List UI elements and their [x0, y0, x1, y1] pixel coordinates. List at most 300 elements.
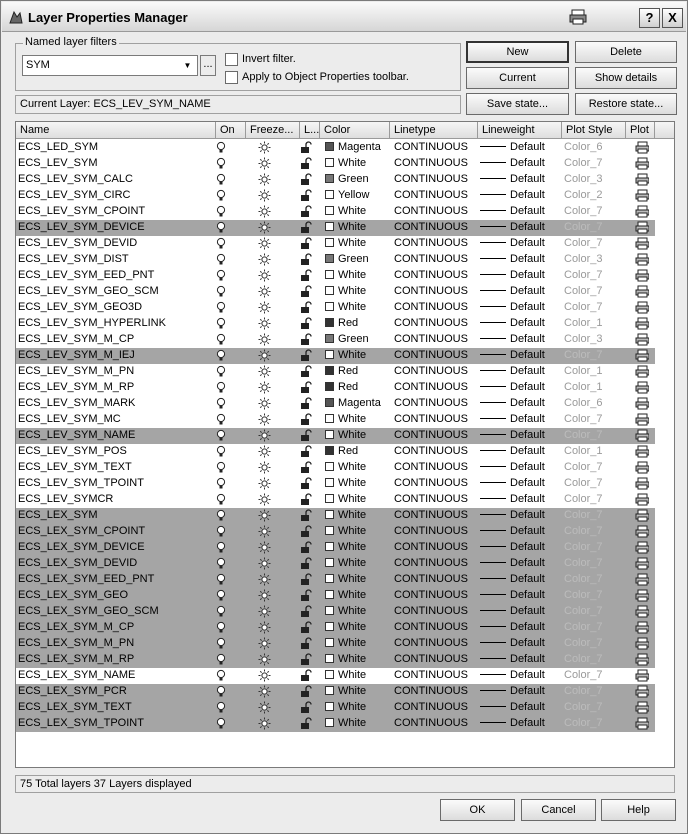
- printer-icon[interactable]: [633, 460, 649, 476]
- table-row[interactable]: [16, 300, 655, 316]
- layer-lineweight[interactable]: [478, 556, 568, 572]
- unlock-icon[interactable]: [298, 460, 314, 476]
- printer-icon[interactable]: [633, 428, 649, 444]
- lightbulb-icon[interactable]: [214, 460, 228, 476]
- lightbulb-icon[interactable]: [214, 684, 228, 700]
- sun-icon[interactable]: [256, 156, 272, 172]
- layer-color[interactable]: [323, 572, 393, 588]
- unlock-icon[interactable]: [298, 236, 314, 252]
- lightbulb-icon[interactable]: [214, 540, 228, 556]
- printer-icon[interactable]: [633, 172, 649, 188]
- sun-icon[interactable]: [256, 316, 272, 332]
- layer-color[interactable]: [323, 716, 393, 732]
- apply-toolbar-checkbox[interactable]: [225, 71, 238, 84]
- layer-lineweight[interactable]: [478, 364, 568, 380]
- lightbulb-icon[interactable]: [214, 396, 228, 412]
- invert-filter-checkbox[interactable]: [225, 53, 238, 66]
- printer-icon[interactable]: [633, 700, 649, 716]
- layer-lineweight[interactable]: [478, 188, 568, 204]
- table-row[interactable]: [16, 364, 655, 380]
- sun-icon[interactable]: [256, 716, 272, 732]
- lightbulb-icon[interactable]: [214, 700, 228, 716]
- layer-linetype[interactable]: CONTINUOUS: [394, 621, 468, 633]
- layer-lineweight[interactable]: [478, 668, 568, 684]
- lightbulb-icon[interactable]: [214, 220, 228, 236]
- layer-color[interactable]: [323, 204, 393, 220]
- printer-icon[interactable]: [633, 348, 649, 364]
- sun-icon[interactable]: [256, 380, 272, 396]
- layer-color[interactable]: [323, 156, 393, 172]
- table-row[interactable]: [16, 172, 655, 188]
- layer-linetype[interactable]: CONTINUOUS: [394, 477, 468, 489]
- layer-linetype[interactable]: CONTINUOUS: [394, 349, 468, 361]
- printer-icon[interactable]: [633, 236, 649, 252]
- layer-lineweight[interactable]: [478, 572, 568, 588]
- lightbulb-icon[interactable]: [214, 508, 228, 524]
- sun-icon[interactable]: [256, 412, 272, 428]
- printer-icon[interactable]: [633, 716, 649, 732]
- layer-linetype[interactable]: CONTINUOUS: [394, 237, 468, 249]
- column-header-plot-style[interactable]: Plot Style: [562, 122, 626, 139]
- layer-color[interactable]: [323, 460, 393, 476]
- lightbulb-icon[interactable]: [214, 300, 228, 316]
- layer-linetype[interactable]: CONTINUOUS: [394, 189, 468, 201]
- layer-linetype[interactable]: CONTINUOUS: [394, 541, 468, 553]
- layer-color[interactable]: [323, 588, 393, 604]
- layer-linetype[interactable]: CONTINUOUS: [394, 445, 468, 457]
- printer-icon[interactable]: [633, 332, 649, 348]
- layer-linetype[interactable]: CONTINUOUS: [394, 413, 468, 425]
- layer-lineweight[interactable]: [478, 636, 568, 652]
- printer-icon[interactable]: [633, 188, 649, 204]
- printer-icon[interactable]: [633, 508, 649, 524]
- unlock-icon[interactable]: [298, 556, 314, 572]
- lightbulb-icon[interactable]: [214, 412, 228, 428]
- layer-color[interactable]: [323, 364, 393, 380]
- layer-lineweight[interactable]: [478, 380, 568, 396]
- lightbulb-icon[interactable]: [214, 476, 228, 492]
- layer-color[interactable]: [323, 236, 393, 252]
- lightbulb-icon[interactable]: [214, 636, 228, 652]
- table-row[interactable]: [16, 492, 655, 508]
- layer-lineweight[interactable]: [478, 332, 568, 348]
- table-row[interactable]: [16, 636, 655, 652]
- unlock-icon[interactable]: [298, 140, 314, 156]
- layer-lineweight[interactable]: [478, 428, 568, 444]
- layer-lineweight[interactable]: [478, 252, 568, 268]
- layer-linetype[interactable]: CONTINUOUS: [394, 253, 468, 265]
- unlock-icon[interactable]: [298, 364, 314, 380]
- layer-color[interactable]: [323, 252, 393, 268]
- layer-color[interactable]: [323, 300, 393, 316]
- lightbulb-icon[interactable]: [214, 572, 228, 588]
- printer-icon[interactable]: [633, 380, 649, 396]
- new-button[interactable]: New: [466, 41, 569, 63]
- layer-lineweight[interactable]: [478, 684, 568, 700]
- unlock-icon[interactable]: [298, 188, 314, 204]
- table-row[interactable]: [16, 156, 655, 172]
- layer-linetype[interactable]: CONTINUOUS: [394, 317, 468, 329]
- unlock-icon[interactable]: [298, 284, 314, 300]
- table-row[interactable]: [16, 284, 655, 300]
- sun-icon[interactable]: [256, 188, 272, 204]
- unlock-icon[interactable]: [298, 684, 314, 700]
- sun-icon[interactable]: [256, 252, 272, 268]
- layer-linetype[interactable]: CONTINUOUS: [394, 157, 468, 169]
- sun-icon[interactable]: [256, 492, 272, 508]
- layer-linetype[interactable]: CONTINUOUS: [394, 461, 468, 473]
- layer-color[interactable]: [323, 412, 393, 428]
- unlock-icon[interactable]: [298, 220, 314, 236]
- printer-icon[interactable]: [633, 524, 649, 540]
- unlock-icon[interactable]: [298, 524, 314, 540]
- printer-icon[interactable]: [633, 556, 649, 572]
- layer-color[interactable]: [323, 284, 393, 300]
- lightbulb-icon[interactable]: [214, 140, 228, 156]
- printer-icon[interactable]: [633, 284, 649, 300]
- printer-icon[interactable]: [633, 572, 649, 588]
- layer-linetype[interactable]: CONTINUOUS: [394, 685, 468, 697]
- lightbulb-icon[interactable]: [214, 716, 228, 732]
- unlock-icon[interactable]: [298, 268, 314, 284]
- unlock-icon[interactable]: [298, 396, 314, 412]
- column-header-lineweight[interactable]: Lineweight: [478, 122, 562, 139]
- layer-lineweight[interactable]: [478, 460, 568, 476]
- table-row[interactable]: [16, 588, 655, 604]
- unlock-icon[interactable]: [298, 476, 314, 492]
- layer-lineweight[interactable]: [478, 540, 568, 556]
- column-header-lock[interactable]: L...: [300, 122, 320, 139]
- table-row[interactable]: [16, 444, 655, 460]
- layer-lineweight[interactable]: [478, 172, 568, 188]
- layer-linetype[interactable]: CONTINUOUS: [394, 381, 468, 393]
- sun-icon[interactable]: [256, 524, 272, 540]
- unlock-icon[interactable]: [298, 604, 314, 620]
- layer-linetype[interactable]: CONTINUOUS: [394, 141, 468, 153]
- printer-icon[interactable]: [633, 684, 649, 700]
- printer-icon[interactable]: [633, 588, 649, 604]
- printer-icon[interactable]: [633, 540, 649, 556]
- unlock-icon[interactable]: [298, 652, 314, 668]
- table-row[interactable]: [16, 684, 655, 700]
- sun-icon[interactable]: [256, 604, 272, 620]
- layer-linetype[interactable]: CONTINUOUS: [394, 653, 468, 665]
- column-header-freeze[interactable]: Freeze...: [246, 122, 300, 139]
- sun-icon[interactable]: [256, 444, 272, 460]
- cancel-button[interactable]: Cancel: [521, 799, 596, 821]
- layer-lineweight[interactable]: [478, 508, 568, 524]
- table-row[interactable]: [16, 700, 655, 716]
- sun-icon[interactable]: [256, 476, 272, 492]
- table-row[interactable]: [16, 236, 655, 252]
- table-row[interactable]: [16, 316, 655, 332]
- layer-list[interactable]: [15, 121, 675, 768]
- printer-icon[interactable]: [568, 8, 589, 28]
- layer-color[interactable]: [323, 316, 393, 332]
- unlock-icon[interactable]: [298, 492, 314, 508]
- unlock-icon[interactable]: [298, 620, 314, 636]
- lightbulb-icon[interactable]: [214, 668, 228, 684]
- unlock-icon[interactable]: [298, 380, 314, 396]
- sun-icon[interactable]: [256, 364, 272, 380]
- unlock-icon[interactable]: [298, 508, 314, 524]
- lightbulb-icon[interactable]: [214, 364, 228, 380]
- layer-color[interactable]: [323, 140, 393, 156]
- table-row[interactable]: [16, 332, 655, 348]
- layer-linetype[interactable]: CONTINUOUS: [394, 509, 468, 521]
- unlock-icon[interactable]: [298, 252, 314, 268]
- layer-linetype[interactable]: CONTINUOUS: [394, 397, 468, 409]
- unlock-icon[interactable]: [298, 332, 314, 348]
- lightbulb-icon[interactable]: [214, 652, 228, 668]
- layer-color[interactable]: [323, 188, 393, 204]
- printer-icon[interactable]: [633, 268, 649, 284]
- printer-icon[interactable]: [633, 300, 649, 316]
- lightbulb-icon[interactable]: [214, 252, 228, 268]
- layer-lineweight[interactable]: [478, 300, 568, 316]
- unlock-icon[interactable]: [298, 428, 314, 444]
- table-row[interactable]: [16, 188, 655, 204]
- delete-button[interactable]: Delete: [575, 41, 677, 63]
- sun-icon[interactable]: [256, 668, 272, 684]
- table-row[interactable]: [16, 508, 655, 524]
- printer-icon[interactable]: [633, 636, 649, 652]
- lightbulb-icon[interactable]: [214, 348, 228, 364]
- unlock-icon[interactable]: [298, 540, 314, 556]
- unlock-icon[interactable]: [298, 668, 314, 684]
- layer-linetype[interactable]: CONTINUOUS: [394, 589, 468, 601]
- layer-lineweight[interactable]: [478, 236, 568, 252]
- lightbulb-icon[interactable]: [214, 284, 228, 300]
- layer-color[interactable]: [323, 172, 393, 188]
- table-row[interactable]: [16, 460, 655, 476]
- unlock-icon[interactable]: [298, 588, 314, 604]
- table-row[interactable]: [16, 604, 655, 620]
- table-row[interactable]: [16, 140, 655, 156]
- table-row[interactable]: [16, 396, 655, 412]
- unlock-icon[interactable]: [298, 444, 314, 460]
- layer-linetype[interactable]: CONTINUOUS: [394, 717, 468, 729]
- column-header-name[interactable]: Name: [16, 122, 216, 139]
- lightbulb-icon[interactable]: [214, 204, 228, 220]
- sun-icon[interactable]: [256, 684, 272, 700]
- layer-lineweight[interactable]: [478, 348, 568, 364]
- layer-lineweight[interactable]: [478, 412, 568, 428]
- unlock-icon[interactable]: [298, 412, 314, 428]
- layer-color[interactable]: [323, 508, 393, 524]
- printer-icon[interactable]: [633, 220, 649, 236]
- layer-linetype[interactable]: CONTINUOUS: [394, 205, 468, 217]
- table-row[interactable]: [16, 524, 655, 540]
- layer-linetype[interactable]: CONTINUOUS: [394, 701, 468, 713]
- printer-icon[interactable]: [633, 204, 649, 220]
- layer-lineweight[interactable]: [478, 716, 568, 732]
- filter-ellipsis-button[interactable]: ...: [200, 55, 216, 76]
- lightbulb-icon[interactable]: [214, 524, 228, 540]
- table-row[interactable]: [16, 380, 655, 396]
- layer-color[interactable]: [323, 444, 393, 460]
- sun-icon[interactable]: [256, 172, 272, 188]
- sun-icon[interactable]: [256, 284, 272, 300]
- unlock-icon[interactable]: [298, 572, 314, 588]
- sun-icon[interactable]: [256, 652, 272, 668]
- printer-icon[interactable]: [633, 476, 649, 492]
- column-header-plot[interactable]: Plot: [626, 122, 655, 139]
- layer-color[interactable]: [323, 396, 393, 412]
- sun-icon[interactable]: [256, 268, 272, 284]
- sun-icon[interactable]: [256, 300, 272, 316]
- layer-lineweight[interactable]: [478, 140, 568, 156]
- table-row[interactable]: [16, 540, 655, 556]
- save-state-button[interactable]: Save state...: [466, 93, 569, 115]
- unlock-icon[interactable]: [298, 300, 314, 316]
- printer-icon[interactable]: [633, 396, 649, 412]
- printer-icon[interactable]: [633, 156, 649, 172]
- layer-lineweight[interactable]: [478, 604, 568, 620]
- layer-lineweight[interactable]: [478, 620, 568, 636]
- lightbulb-icon[interactable]: [214, 604, 228, 620]
- unlock-icon[interactable]: [298, 316, 314, 332]
- layer-color[interactable]: [323, 492, 393, 508]
- layer-linetype[interactable]: CONTINUOUS: [394, 525, 468, 537]
- layer-linetype[interactable]: CONTINUOUS: [394, 557, 468, 569]
- layer-lineweight[interactable]: [478, 476, 568, 492]
- unlock-icon[interactable]: [298, 172, 314, 188]
- layer-lineweight[interactable]: [478, 396, 568, 412]
- column-header-color[interactable]: Color: [320, 122, 390, 139]
- printer-icon[interactable]: [633, 668, 649, 684]
- sun-icon[interactable]: [256, 620, 272, 636]
- table-row[interactable]: [16, 556, 655, 572]
- unlock-icon[interactable]: [298, 156, 314, 172]
- layer-lineweight[interactable]: [478, 316, 568, 332]
- chevron-down-icon[interactable]: ▼: [183, 61, 192, 70]
- lightbulb-icon[interactable]: [214, 556, 228, 572]
- lightbulb-icon[interactable]: [214, 428, 228, 444]
- layer-color[interactable]: [323, 604, 393, 620]
- table-row[interactable]: [16, 348, 655, 364]
- sun-icon[interactable]: [256, 636, 272, 652]
- layer-linetype[interactable]: CONTINUOUS: [394, 669, 468, 681]
- printer-icon[interactable]: [633, 492, 649, 508]
- lightbulb-icon[interactable]: [214, 588, 228, 604]
- table-row[interactable]: [16, 572, 655, 588]
- layer-linetype[interactable]: CONTINUOUS: [394, 301, 468, 313]
- layer-lineweight[interactable]: [478, 492, 568, 508]
- printer-icon[interactable]: [633, 604, 649, 620]
- layer-color[interactable]: [323, 700, 393, 716]
- layer-color[interactable]: [323, 428, 393, 444]
- layer-lineweight[interactable]: [478, 700, 568, 716]
- printer-icon[interactable]: [633, 412, 649, 428]
- table-row[interactable]: [16, 412, 655, 428]
- layer-linetype[interactable]: CONTINUOUS: [394, 269, 468, 281]
- printer-icon[interactable]: [633, 444, 649, 460]
- layer-linetype[interactable]: CONTINUOUS: [394, 493, 468, 505]
- layer-color[interactable]: [323, 268, 393, 284]
- table-row[interactable]: [16, 620, 655, 636]
- table-row[interactable]: [16, 428, 655, 444]
- printer-icon[interactable]: [633, 652, 649, 668]
- table-row[interactable]: [16, 668, 655, 684]
- layer-color[interactable]: [323, 636, 393, 652]
- sun-icon[interactable]: [256, 540, 272, 556]
- layer-color[interactable]: [323, 220, 393, 236]
- layer-color[interactable]: [323, 620, 393, 636]
- sun-icon[interactable]: [256, 140, 272, 156]
- layer-lineweight[interactable]: [478, 204, 568, 220]
- lightbulb-icon[interactable]: [214, 380, 228, 396]
- printer-icon[interactable]: [633, 140, 649, 156]
- layer-lineweight[interactable]: [478, 652, 568, 668]
- layer-linetype[interactable]: CONTINUOUS: [394, 605, 468, 617]
- layer-color[interactable]: [323, 332, 393, 348]
- printer-icon[interactable]: [633, 252, 649, 268]
- layer-linetype[interactable]: CONTINUOUS: [394, 221, 468, 233]
- layer-linetype[interactable]: CONTINUOUS: [394, 429, 468, 441]
- sun-icon[interactable]: [256, 348, 272, 364]
- layer-linetype[interactable]: CONTINUOUS: [394, 333, 468, 345]
- sun-icon[interactable]: [256, 204, 272, 220]
- lightbulb-icon[interactable]: [214, 492, 228, 508]
- layer-lineweight[interactable]: [478, 284, 568, 300]
- unlock-icon[interactable]: [298, 636, 314, 652]
- layer-color[interactable]: [323, 668, 393, 684]
- sun-icon[interactable]: [256, 508, 272, 524]
- unlock-icon[interactable]: [298, 700, 314, 716]
- layer-color[interactable]: [323, 476, 393, 492]
- lightbulb-icon[interactable]: [214, 172, 228, 188]
- unlock-icon[interactable]: [298, 204, 314, 220]
- layer-color[interactable]: [323, 348, 393, 364]
- lightbulb-icon[interactable]: [214, 620, 228, 636]
- layer-linetype[interactable]: CONTINUOUS: [394, 173, 468, 185]
- layer-lineweight[interactable]: [478, 268, 568, 284]
- lightbulb-icon[interactable]: [214, 332, 228, 348]
- sun-icon[interactable]: [256, 236, 272, 252]
- help-title-button[interactable]: ?: [639, 8, 660, 28]
- layer-linetype[interactable]: CONTINUOUS: [394, 637, 468, 649]
- printer-icon[interactable]: [633, 316, 649, 332]
- printer-icon[interactable]: [633, 620, 649, 636]
- sun-icon[interactable]: [256, 556, 272, 572]
- current-button[interactable]: Current: [466, 67, 569, 89]
- close-button[interactable]: X: [662, 8, 683, 28]
- unlock-icon[interactable]: [298, 348, 314, 364]
- help-button[interactable]: Help: [601, 799, 676, 821]
- lightbulb-icon[interactable]: [214, 236, 228, 252]
- show-details-button[interactable]: Show details: [575, 67, 677, 89]
- lightbulb-icon[interactable]: [214, 188, 228, 204]
- sun-icon[interactable]: [256, 700, 272, 716]
- sun-icon[interactable]: [256, 332, 272, 348]
- lightbulb-icon[interactable]: [214, 268, 228, 284]
- lightbulb-icon[interactable]: [214, 316, 228, 332]
- sun-icon[interactable]: [256, 396, 272, 412]
- layer-color[interactable]: [323, 684, 393, 700]
- sun-icon[interactable]: [256, 220, 272, 236]
- sun-icon[interactable]: [256, 428, 272, 444]
- sun-icon[interactable]: [256, 588, 272, 604]
- table-row[interactable]: [16, 252, 655, 268]
- column-header-linetype[interactable]: Linetype: [390, 122, 478, 139]
- layer-linetype[interactable]: CONTINUOUS: [394, 573, 468, 585]
- lightbulb-icon[interactable]: [214, 444, 228, 460]
- restore-state-button[interactable]: Restore state...: [575, 93, 677, 115]
- sun-icon[interactable]: [256, 572, 272, 588]
- layer-color[interactable]: [323, 556, 393, 572]
- layer-lineweight[interactable]: [478, 220, 568, 236]
